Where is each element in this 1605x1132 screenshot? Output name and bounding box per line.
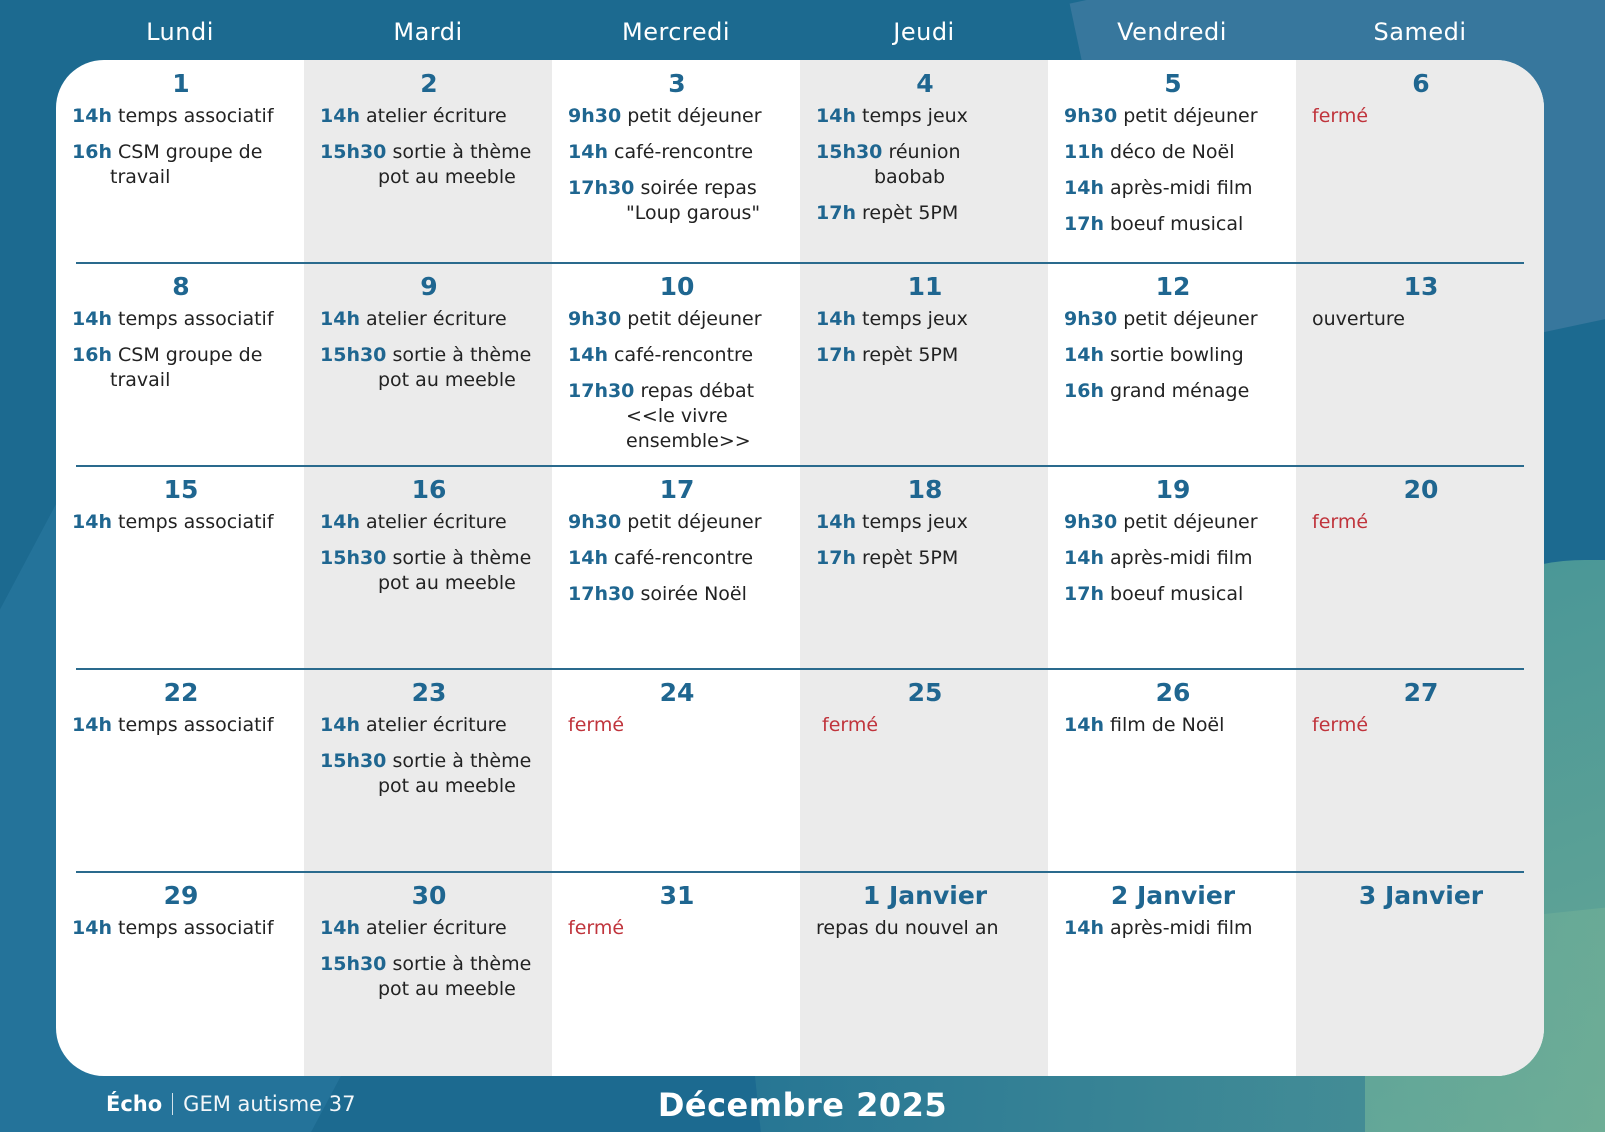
event-time: 14h	[816, 308, 856, 330]
event-text: temps associatif	[118, 308, 274, 330]
event-text: fermé	[1312, 714, 1369, 736]
event-text: temps jeux	[862, 308, 968, 330]
event-item	[320, 916, 538, 941]
day-cell	[800, 669, 1048, 872]
event-time: 16h	[72, 344, 112, 366]
brand-name: Écho	[106, 1092, 163, 1116]
event-item	[1064, 546, 1282, 571]
event-time: 16h	[1064, 380, 1104, 402]
day-cell	[552, 466, 800, 669]
day-number: 19	[1155, 475, 1191, 504]
day-cell	[800, 60, 1048, 263]
event-item	[1064, 343, 1282, 368]
event-text: fermé	[568, 917, 625, 939]
event-time: 17h	[816, 344, 856, 366]
event-time: 14h	[72, 105, 112, 127]
day-number: 9	[420, 272, 438, 301]
event-item	[1064, 307, 1282, 332]
event-time: 9h30	[1064, 308, 1118, 330]
closed-label	[568, 916, 786, 941]
day-cell	[1296, 263, 1544, 466]
day-number: 1 Janvier	[862, 881, 988, 910]
event-item	[320, 140, 538, 190]
calendar-grid	[56, 60, 1544, 1076]
event-item	[816, 140, 1034, 190]
event-text: café-rencontre	[614, 344, 754, 366]
event-text: petit déjeuner	[627, 308, 762, 330]
event-item	[568, 140, 786, 165]
day-cell	[304, 60, 552, 263]
event-text: repas débat <<le vivre ensemble>>	[626, 380, 755, 452]
day-cell	[304, 466, 552, 669]
day-number: 31	[659, 881, 695, 910]
event-item	[1064, 713, 1282, 738]
event-time: 17h	[1064, 583, 1104, 605]
day-cell	[1296, 60, 1544, 263]
event-item	[568, 307, 786, 332]
weekday-label: Jeudi	[893, 18, 955, 46]
event-item	[320, 307, 538, 332]
day-number: 29	[163, 881, 199, 910]
event-text: fermé	[1312, 511, 1369, 533]
day-number: 6	[1412, 69, 1430, 98]
event-text: soirée repas "Loup garous"	[626, 177, 761, 224]
event-text: petit déjeuner	[1123, 308, 1258, 330]
day-cell	[552, 872, 800, 1075]
event-item	[568, 343, 786, 368]
event-text: déco de Noël	[1110, 141, 1235, 163]
event-item	[1064, 510, 1282, 535]
event-time: 15h30	[320, 141, 387, 163]
event-text: atelier écriture	[366, 917, 507, 939]
calendar-cells	[56, 60, 1544, 1076]
day-cell	[800, 263, 1048, 466]
event-text: fermé	[822, 714, 879, 736]
event-time: 17h	[816, 547, 856, 569]
day-number: 3 Janvier	[1358, 881, 1484, 910]
event-time: 9h30	[568, 105, 622, 127]
event-item	[1064, 582, 1282, 607]
event-item	[1064, 212, 1282, 237]
event-text: grand ménage	[1110, 380, 1250, 402]
event-time: 14h	[816, 105, 856, 127]
event-text: petit déjeuner	[627, 511, 762, 533]
event-time: 14h	[320, 308, 360, 330]
event-text: repas du nouvel an	[816, 917, 999, 939]
event-time: 9h30	[568, 511, 622, 533]
event-time: 15h30	[320, 344, 387, 366]
event-text: sortie à thème pot au meeble	[378, 547, 532, 594]
event-time: 14h	[816, 511, 856, 533]
day-number: 16	[411, 475, 447, 504]
closed-label	[1312, 510, 1530, 535]
event-time: 14h	[1064, 344, 1104, 366]
event-item	[816, 307, 1034, 332]
event-item	[816, 916, 1034, 941]
event-time: 16h	[72, 141, 112, 163]
event-item	[320, 510, 538, 535]
day-number: 13	[1403, 272, 1439, 301]
event-item	[320, 343, 538, 393]
event-item	[568, 176, 786, 226]
event-item	[72, 510, 290, 535]
event-time: 14h	[72, 308, 112, 330]
day-number: 23	[411, 678, 447, 707]
weekday-label: Mercredi	[621, 18, 730, 46]
event-item	[320, 546, 538, 596]
event-time: 14h	[72, 511, 112, 533]
event-time: 15h30	[320, 750, 387, 772]
event-time: 15h30	[320, 547, 387, 569]
event-text: fermé	[1312, 105, 1369, 127]
event-item	[568, 104, 786, 129]
day-number: 2 Janvier	[1110, 881, 1236, 910]
event-text: réunion baobab	[874, 141, 961, 188]
day-number: 27	[1403, 678, 1439, 707]
weekday-label: Mardi	[393, 18, 463, 46]
event-text: soirée Noël	[640, 583, 747, 605]
event-item	[72, 343, 290, 393]
day-cell	[56, 60, 304, 263]
day-number: 10	[659, 272, 695, 301]
event-item	[816, 104, 1034, 129]
day-number: 15	[163, 475, 199, 504]
weekday-label: Lundi	[146, 18, 214, 46]
event-time: 17h30	[568, 583, 635, 605]
day-number: 3	[668, 69, 686, 98]
day-number: 24	[659, 678, 695, 707]
event-item	[320, 104, 538, 129]
day-cell	[56, 466, 304, 669]
day-number: 18	[907, 475, 943, 504]
day-number: 30	[411, 881, 447, 910]
event-time: 9h30	[568, 308, 622, 330]
weekday-label: Vendredi	[1117, 18, 1227, 46]
event-item	[72, 140, 290, 190]
month-title: Décembre 2025	[657, 1086, 948, 1124]
event-item	[816, 343, 1034, 368]
event-text: après-midi film	[1110, 917, 1253, 939]
day-number: 1	[172, 69, 190, 98]
event-item	[1064, 916, 1282, 941]
day-cell	[304, 669, 552, 872]
day-number: 8	[172, 272, 190, 301]
day-cell	[1296, 466, 1544, 669]
event-text: après-midi film	[1110, 547, 1253, 569]
day-cell	[56, 263, 304, 466]
event-item	[568, 379, 786, 454]
event-text: repèt 5PM	[862, 344, 959, 366]
day-cell	[1296, 669, 1544, 872]
day-cell	[1296, 872, 1544, 1075]
day-number: 5	[1164, 69, 1182, 98]
weekday-header	[56, 0, 1544, 62]
event-time: 17h	[816, 202, 856, 224]
event-time: 14h	[1064, 547, 1104, 569]
event-text: après-midi film	[1110, 177, 1253, 199]
event-item	[1064, 104, 1282, 129]
event-text: atelier écriture	[366, 105, 507, 127]
event-item	[320, 952, 538, 1002]
event-text: CSM groupe de travail	[110, 344, 263, 391]
event-time: 9h30	[1064, 105, 1118, 127]
event-text: sortie à thème pot au meeble	[378, 953, 532, 1000]
event-time: 15h30	[320, 953, 387, 975]
event-text: temps associatif	[118, 917, 274, 939]
day-cell	[1048, 669, 1296, 872]
closed-label	[568, 713, 786, 738]
event-time: 17h	[1064, 213, 1104, 235]
event-text: sortie à thème pot au meeble	[378, 141, 532, 188]
event-text: atelier écriture	[366, 308, 507, 330]
event-item	[568, 546, 786, 571]
event-time: 14h	[72, 714, 112, 736]
day-number: 4	[916, 69, 934, 98]
day-cell	[1048, 466, 1296, 669]
day-number: 2	[420, 69, 438, 98]
event-time: 14h	[320, 714, 360, 736]
day-cell	[800, 872, 1048, 1075]
event-item	[1064, 140, 1282, 165]
event-item	[1312, 307, 1530, 332]
event-text: temps associatif	[118, 511, 274, 533]
event-time: 11h	[1064, 141, 1104, 163]
closed-label	[1312, 713, 1530, 738]
event-item	[320, 713, 538, 738]
event-text: atelier écriture	[366, 714, 507, 736]
event-time: 14h	[320, 511, 360, 533]
event-item	[568, 582, 786, 607]
event-item	[568, 510, 786, 535]
day-number: 25	[907, 678, 943, 707]
day-number: 11	[907, 272, 943, 301]
event-time: 9h30	[1064, 511, 1118, 533]
event-time: 14h	[72, 917, 112, 939]
event-time: 14h	[1064, 917, 1104, 939]
day-number: 17	[659, 475, 695, 504]
day-cell	[552, 60, 800, 263]
event-text: sortie à thème pot au meeble	[378, 750, 532, 797]
day-cell	[304, 263, 552, 466]
day-cell	[1048, 60, 1296, 263]
event-time: 14h	[320, 105, 360, 127]
event-text: boeuf musical	[1110, 213, 1244, 235]
day-cell	[552, 669, 800, 872]
day-cell	[1048, 872, 1296, 1075]
day-cell	[304, 872, 552, 1075]
event-item	[320, 749, 538, 799]
event-time: 14h	[568, 141, 608, 163]
event-text: petit déjeuner	[1123, 511, 1258, 533]
day-cell	[56, 872, 304, 1075]
event-time: 14h	[1064, 714, 1104, 736]
event-text: boeuf musical	[1110, 583, 1244, 605]
day-number: 12	[1155, 272, 1191, 301]
organization-name: GEM autisme 37	[183, 1092, 356, 1116]
event-item	[1064, 379, 1282, 404]
event-time: 14h	[568, 344, 608, 366]
weekday-label: Samedi	[1373, 18, 1467, 46]
event-text: film de Noël	[1110, 714, 1225, 736]
event-item	[1064, 176, 1282, 201]
closed-label	[816, 713, 1034, 738]
day-cell	[1048, 263, 1296, 466]
event-text: petit déjeuner	[627, 105, 762, 127]
event-text: sortie à thème pot au meeble	[378, 344, 532, 391]
event-text: café-rencontre	[614, 547, 754, 569]
event-time: 14h	[320, 917, 360, 939]
event-text: temps associatif	[118, 714, 274, 736]
event-time: 17h30	[568, 177, 635, 199]
event-text: temps jeux	[862, 105, 968, 127]
event-item	[816, 546, 1034, 571]
day-number: 22	[163, 678, 199, 707]
event-time: 15h30	[816, 141, 883, 163]
event-item	[72, 713, 290, 738]
event-text: repèt 5PM	[862, 202, 959, 224]
day-cell	[56, 669, 304, 872]
event-text: temps associatif	[118, 105, 274, 127]
day-cell	[800, 466, 1048, 669]
event-text: temps jeux	[862, 511, 968, 533]
closed-label	[1312, 104, 1530, 129]
event-time: 14h	[568, 547, 608, 569]
day-cell	[552, 263, 800, 466]
event-time: 17h30	[568, 380, 635, 402]
event-text: atelier écriture	[366, 511, 507, 533]
event-item	[72, 916, 290, 941]
event-text: ouverture	[1312, 308, 1405, 330]
event-item	[72, 307, 290, 332]
event-item	[72, 104, 290, 129]
event-text: CSM groupe de travail	[110, 141, 263, 188]
event-item	[816, 201, 1034, 226]
day-number: 26	[1155, 678, 1191, 707]
day-number: 20	[1403, 475, 1439, 504]
event-text: fermé	[568, 714, 625, 736]
event-item	[816, 510, 1034, 535]
event-text: repèt 5PM	[862, 547, 959, 569]
event-text: café-rencontre	[614, 141, 754, 163]
event-text: petit déjeuner	[1123, 105, 1258, 127]
event-time: 14h	[1064, 177, 1104, 199]
event-text: sortie bowling	[1110, 344, 1244, 366]
